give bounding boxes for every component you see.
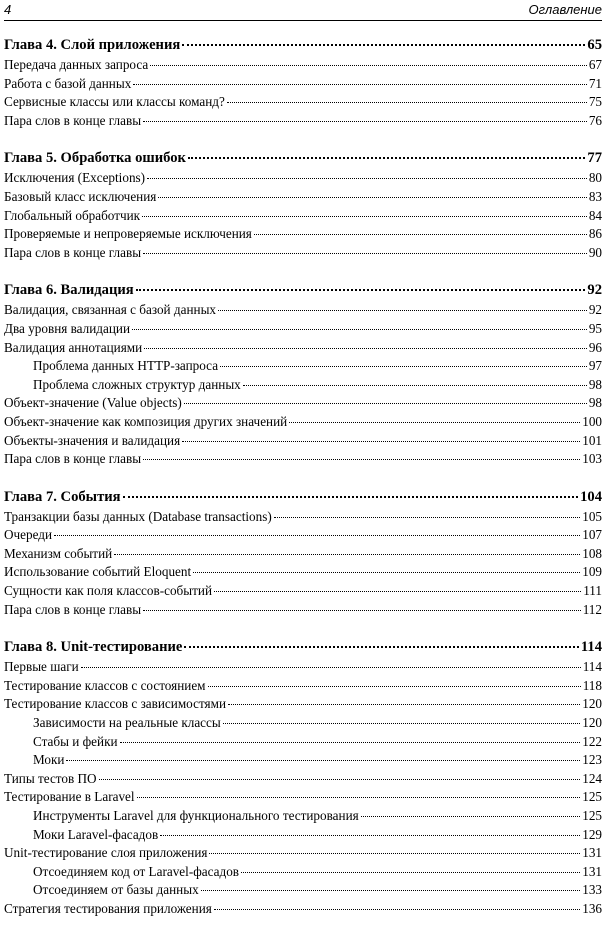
toc-entry-title: Стратегия тестирования приложения <box>4 900 212 916</box>
toc-chapter-heading[interactable] <box>4 486 602 508</box>
toc-page-number: 131 <box>582 845 602 861</box>
toc-section-entry[interactable] <box>4 788 602 807</box>
dot-leader <box>143 459 580 460</box>
toc-page-number: 71 <box>588 75 602 91</box>
toc-subsection-entry[interactable] <box>4 826 602 845</box>
toc-page-number: 133 <box>582 882 602 898</box>
toc-subsection-entry[interactable] <box>4 751 602 770</box>
toc-section-entry[interactable] <box>4 844 602 863</box>
toc-page-number: 92 <box>587 282 602 299</box>
toc-section-entry[interactable] <box>4 169 602 188</box>
toc-section-entry[interactable] <box>4 320 602 339</box>
toc-page-number: 114 <box>582 659 602 675</box>
toc-entry-title: Пара слов в конце главы <box>4 112 142 128</box>
toc-entry-title: Работа с базой данных <box>4 75 132 91</box>
toc-section-entry[interactable] <box>4 695 602 714</box>
toc-page-number: 125 <box>582 808 602 823</box>
toc-entry-title: Объект-значение как композиция других значений <box>4 413 288 429</box>
dot-leader <box>223 723 580 724</box>
toc-entry-title: Зависимости на реальные классы <box>33 715 221 731</box>
dot-leader <box>214 591 581 592</box>
dot-leader <box>160 835 580 836</box>
toc-entry-title: Тестирование классов с состоянием <box>4 677 206 693</box>
toc-section-entry[interactable] <box>4 93 602 112</box>
dot-leader <box>243 385 587 386</box>
toc-subsection-entry[interactable] <box>4 376 602 395</box>
toc-page-number: 100 <box>582 413 602 429</box>
page-number: 4 <box>4 2 12 17</box>
toc-page-number: 90 <box>588 244 602 260</box>
toc-page-number: 75 <box>588 94 602 110</box>
toc-entry-title: Моки <box>33 752 65 768</box>
toc-entry-title: Исключения (Exceptions) <box>4 170 146 186</box>
toc-entry-title: Глава 6. Валидация <box>4 282 134 299</box>
toc-page-number: 109 <box>582 564 602 580</box>
toc-page-number: 120 <box>582 696 602 712</box>
toc-section-entry[interactable] <box>4 677 602 696</box>
toc-entry-title: Объект-значение (Value objects) <box>4 395 182 411</box>
toc-entry-title: Пара слов в конце главы <box>4 451 142 467</box>
dot-leader <box>81 667 581 668</box>
dot-leader <box>184 646 579 648</box>
dot-leader <box>182 44 585 46</box>
toc-section-entry[interactable] <box>4 582 602 601</box>
dot-leader <box>220 366 587 367</box>
toc-subsection-entry[interactable] <box>4 733 602 752</box>
toc-chapter <box>4 34 602 130</box>
toc-chapter <box>4 486 602 620</box>
toc-section-entry[interactable] <box>4 56 602 75</box>
toc-page-number: 86 <box>588 226 602 242</box>
toc-entry-title: Транзакции базы данных (Database transactions) <box>4 508 272 524</box>
dot-leader <box>150 65 587 66</box>
toc-page-number: 104 <box>580 488 602 505</box>
toc-entry-title: Unit-тестирование слоя приложения <box>4 845 208 861</box>
toc-section-entry[interactable] <box>4 526 602 545</box>
dot-leader <box>99 779 581 780</box>
dot-leader <box>136 289 586 291</box>
toc-subsection-entry[interactable] <box>4 714 602 733</box>
toc-page-number: 112 <box>582 601 602 617</box>
toc-entry-title: Отсоединяем код от Laravel-фасадов <box>33 863 240 879</box>
toc-entry-title: Валидация аннотациями <box>4 339 143 355</box>
toc-page-number: 129 <box>582 826 602 842</box>
toc-section-entry[interactable] <box>4 508 602 527</box>
toc-page-number: 83 <box>588 188 602 204</box>
dot-leader <box>137 797 581 798</box>
toc-entry-title: Глава 8. Unit-тестирование <box>4 639 183 656</box>
toc-chapter <box>4 636 602 918</box>
toc-section-entry[interactable] <box>4 432 602 451</box>
toc-entry-title: Стабы и фейки <box>33 733 118 749</box>
toc-entry-title: Использование событий Eloquent <box>4 564 192 580</box>
toc-page-number: 114 <box>580 639 602 656</box>
toc-section-entry[interactable] <box>4 563 602 582</box>
toc-entry-title: Механизм событий <box>4 545 113 561</box>
toc-entry-title: Пара слов в конце главы <box>4 244 142 260</box>
toc-entry-title: Глобальный обработчик <box>4 207 141 223</box>
toc-section-entry[interactable] <box>4 658 602 677</box>
toc-entry-title: Объекты-значения и валидация <box>4 432 181 448</box>
toc-entry-title: Тестирование в Laravel <box>4 789 135 805</box>
dot-leader <box>132 329 587 330</box>
toc-entry-title: Проблема сложных структур данных <box>33 376 241 392</box>
toc-page-number: 131 <box>582 863 602 879</box>
toc-subsection-entry[interactable] <box>4 881 602 900</box>
toc-page-number: 103 <box>582 451 602 467</box>
dot-leader <box>143 610 581 611</box>
toc-section-entry[interactable] <box>4 207 602 226</box>
running-title: Оглавление <box>528 2 602 17</box>
dot-leader <box>254 234 587 235</box>
dot-leader <box>184 403 587 404</box>
toc-section-entry[interactable] <box>4 112 602 131</box>
toc-entry-title: Первые шаги <box>4 659 79 675</box>
toc-chapter-heading[interactable] <box>4 636 602 658</box>
toc-entry-title: Отсоединяем от базы данных <box>33 882 199 898</box>
toc-page-number: 95 <box>588 320 602 336</box>
toc-page-number: 84 <box>588 207 602 223</box>
dot-leader <box>201 890 581 891</box>
toc-subsection-entry[interactable] <box>4 863 602 882</box>
dot-leader <box>209 853 580 854</box>
toc-entry-title: Сущности как поля классов-событий <box>4 583 213 599</box>
dot-leader <box>66 760 580 761</box>
dot-leader <box>144 348 587 349</box>
dot-leader <box>142 216 587 217</box>
toc-entry-title: Передача данных запроса <box>4 57 149 72</box>
toc-chapter-heading[interactable] <box>4 34 602 56</box>
toc-entry-title: Очереди <box>4 527 53 543</box>
dot-leader <box>218 310 587 311</box>
dot-leader <box>188 157 585 159</box>
page-header <box>4 0 602 21</box>
toc-entry-title: Глава 4. Слой приложения <box>4 37 181 53</box>
toc-chapter <box>4 147 602 262</box>
toc-page-number: 98 <box>588 376 602 392</box>
toc-entry-title: Пара слов в конце главы <box>4 601 142 617</box>
toc-section-entry[interactable] <box>4 545 602 564</box>
toc-entry-title: Инструменты Laravel для функционального тестирования <box>33 808 359 823</box>
dot-leader <box>228 704 580 705</box>
toc-chapter-heading[interactable] <box>4 279 602 301</box>
dot-leader <box>143 253 587 254</box>
toc-entry-title: Проблема данных HTTP-запроса <box>33 358 219 374</box>
toc-section-entry[interactable] <box>4 450 602 469</box>
toc-page-number: 67 <box>588 57 602 72</box>
toc-page-number: 76 <box>588 112 602 128</box>
toc-section-entry[interactable] <box>4 770 602 789</box>
toc-entry-title: Базовый класс исключения <box>4 188 157 204</box>
dot-leader <box>193 572 580 573</box>
toc-chapter <box>4 279 602 468</box>
toc-page-number: 122 <box>582 733 602 749</box>
dot-leader <box>147 178 587 179</box>
toc-section-entry[interactable] <box>4 900 602 919</box>
dot-leader <box>114 554 580 555</box>
toc-entry-title: Два уровня валидации <box>4 320 131 336</box>
toc-page-number: 136 <box>582 900 602 916</box>
toc-page-number: 65 <box>587 37 602 53</box>
toc-page-number: 97 <box>588 358 602 374</box>
dot-leader <box>182 441 580 442</box>
toc-chapter-heading[interactable] <box>4 147 602 169</box>
toc-entry-title: Типы тестов ПО <box>4 770 97 786</box>
dot-leader <box>123 496 579 498</box>
toc-page-number: 124 <box>582 770 602 786</box>
toc-subsection-entry[interactable] <box>4 807 602 826</box>
toc-page-number: 108 <box>582 545 602 561</box>
toc-subsection-entry[interactable] <box>4 357 602 376</box>
dot-leader <box>289 422 580 423</box>
toc-page-number: 120 <box>582 715 602 731</box>
toc-page-number: 92 <box>588 302 602 318</box>
toc-page-number: 77 <box>587 150 602 167</box>
toc-entry-title: Проверяемые и непроверяемые исключения <box>4 226 252 242</box>
dot-leader <box>120 742 581 743</box>
toc-page-number: 118 <box>582 677 602 693</box>
dot-leader <box>158 197 586 198</box>
toc-entry-title: Глава 5. Обработка ошибок <box>4 150 186 167</box>
dot-leader <box>54 535 580 536</box>
dot-leader <box>361 816 581 817</box>
toc-page-number: 111 <box>583 583 602 599</box>
toc-page-number: 80 <box>588 170 602 186</box>
dot-leader <box>227 102 587 103</box>
dot-leader <box>208 686 581 687</box>
dot-leader <box>241 872 580 873</box>
toc-entry-title: Валидация, связанная с базой данных <box>4 302 217 318</box>
toc-page-number: 96 <box>588 339 602 355</box>
toc-section-entry[interactable] <box>4 188 602 207</box>
toc-section-entry[interactable] <box>4 394 602 413</box>
toc-page-number: 105 <box>582 508 602 524</box>
dot-leader <box>274 517 580 518</box>
toc-page-number: 98 <box>588 395 602 411</box>
toc-section-entry[interactable] <box>4 339 602 358</box>
toc-entry-title: Тестирование классов с зависимостями <box>4 696 227 712</box>
dot-leader <box>133 84 586 85</box>
toc-section-entry[interactable] <box>4 75 602 94</box>
dot-leader <box>143 121 587 122</box>
toc-page-number: 107 <box>582 527 602 543</box>
toc-section-entry[interactable] <box>4 225 602 244</box>
table-of-contents <box>4 34 602 936</box>
toc-entry-title: Сервисные классы или классы команд? <box>4 94 225 110</box>
dot-leader <box>214 909 580 910</box>
toc-page-number: 101 <box>582 432 602 448</box>
toc-section-entry[interactable] <box>4 244 602 263</box>
toc-section-entry[interactable] <box>4 413 602 432</box>
toc-page-number: 123 <box>582 752 602 768</box>
toc-entry-title: Глава 7. События <box>4 488 121 505</box>
toc-page-number: 125 <box>582 789 602 805</box>
toc-section-entry[interactable] <box>4 301 602 320</box>
toc-section-entry[interactable] <box>4 601 602 620</box>
toc-entry-title: Моки Laravel-фасадов <box>33 826 159 842</box>
